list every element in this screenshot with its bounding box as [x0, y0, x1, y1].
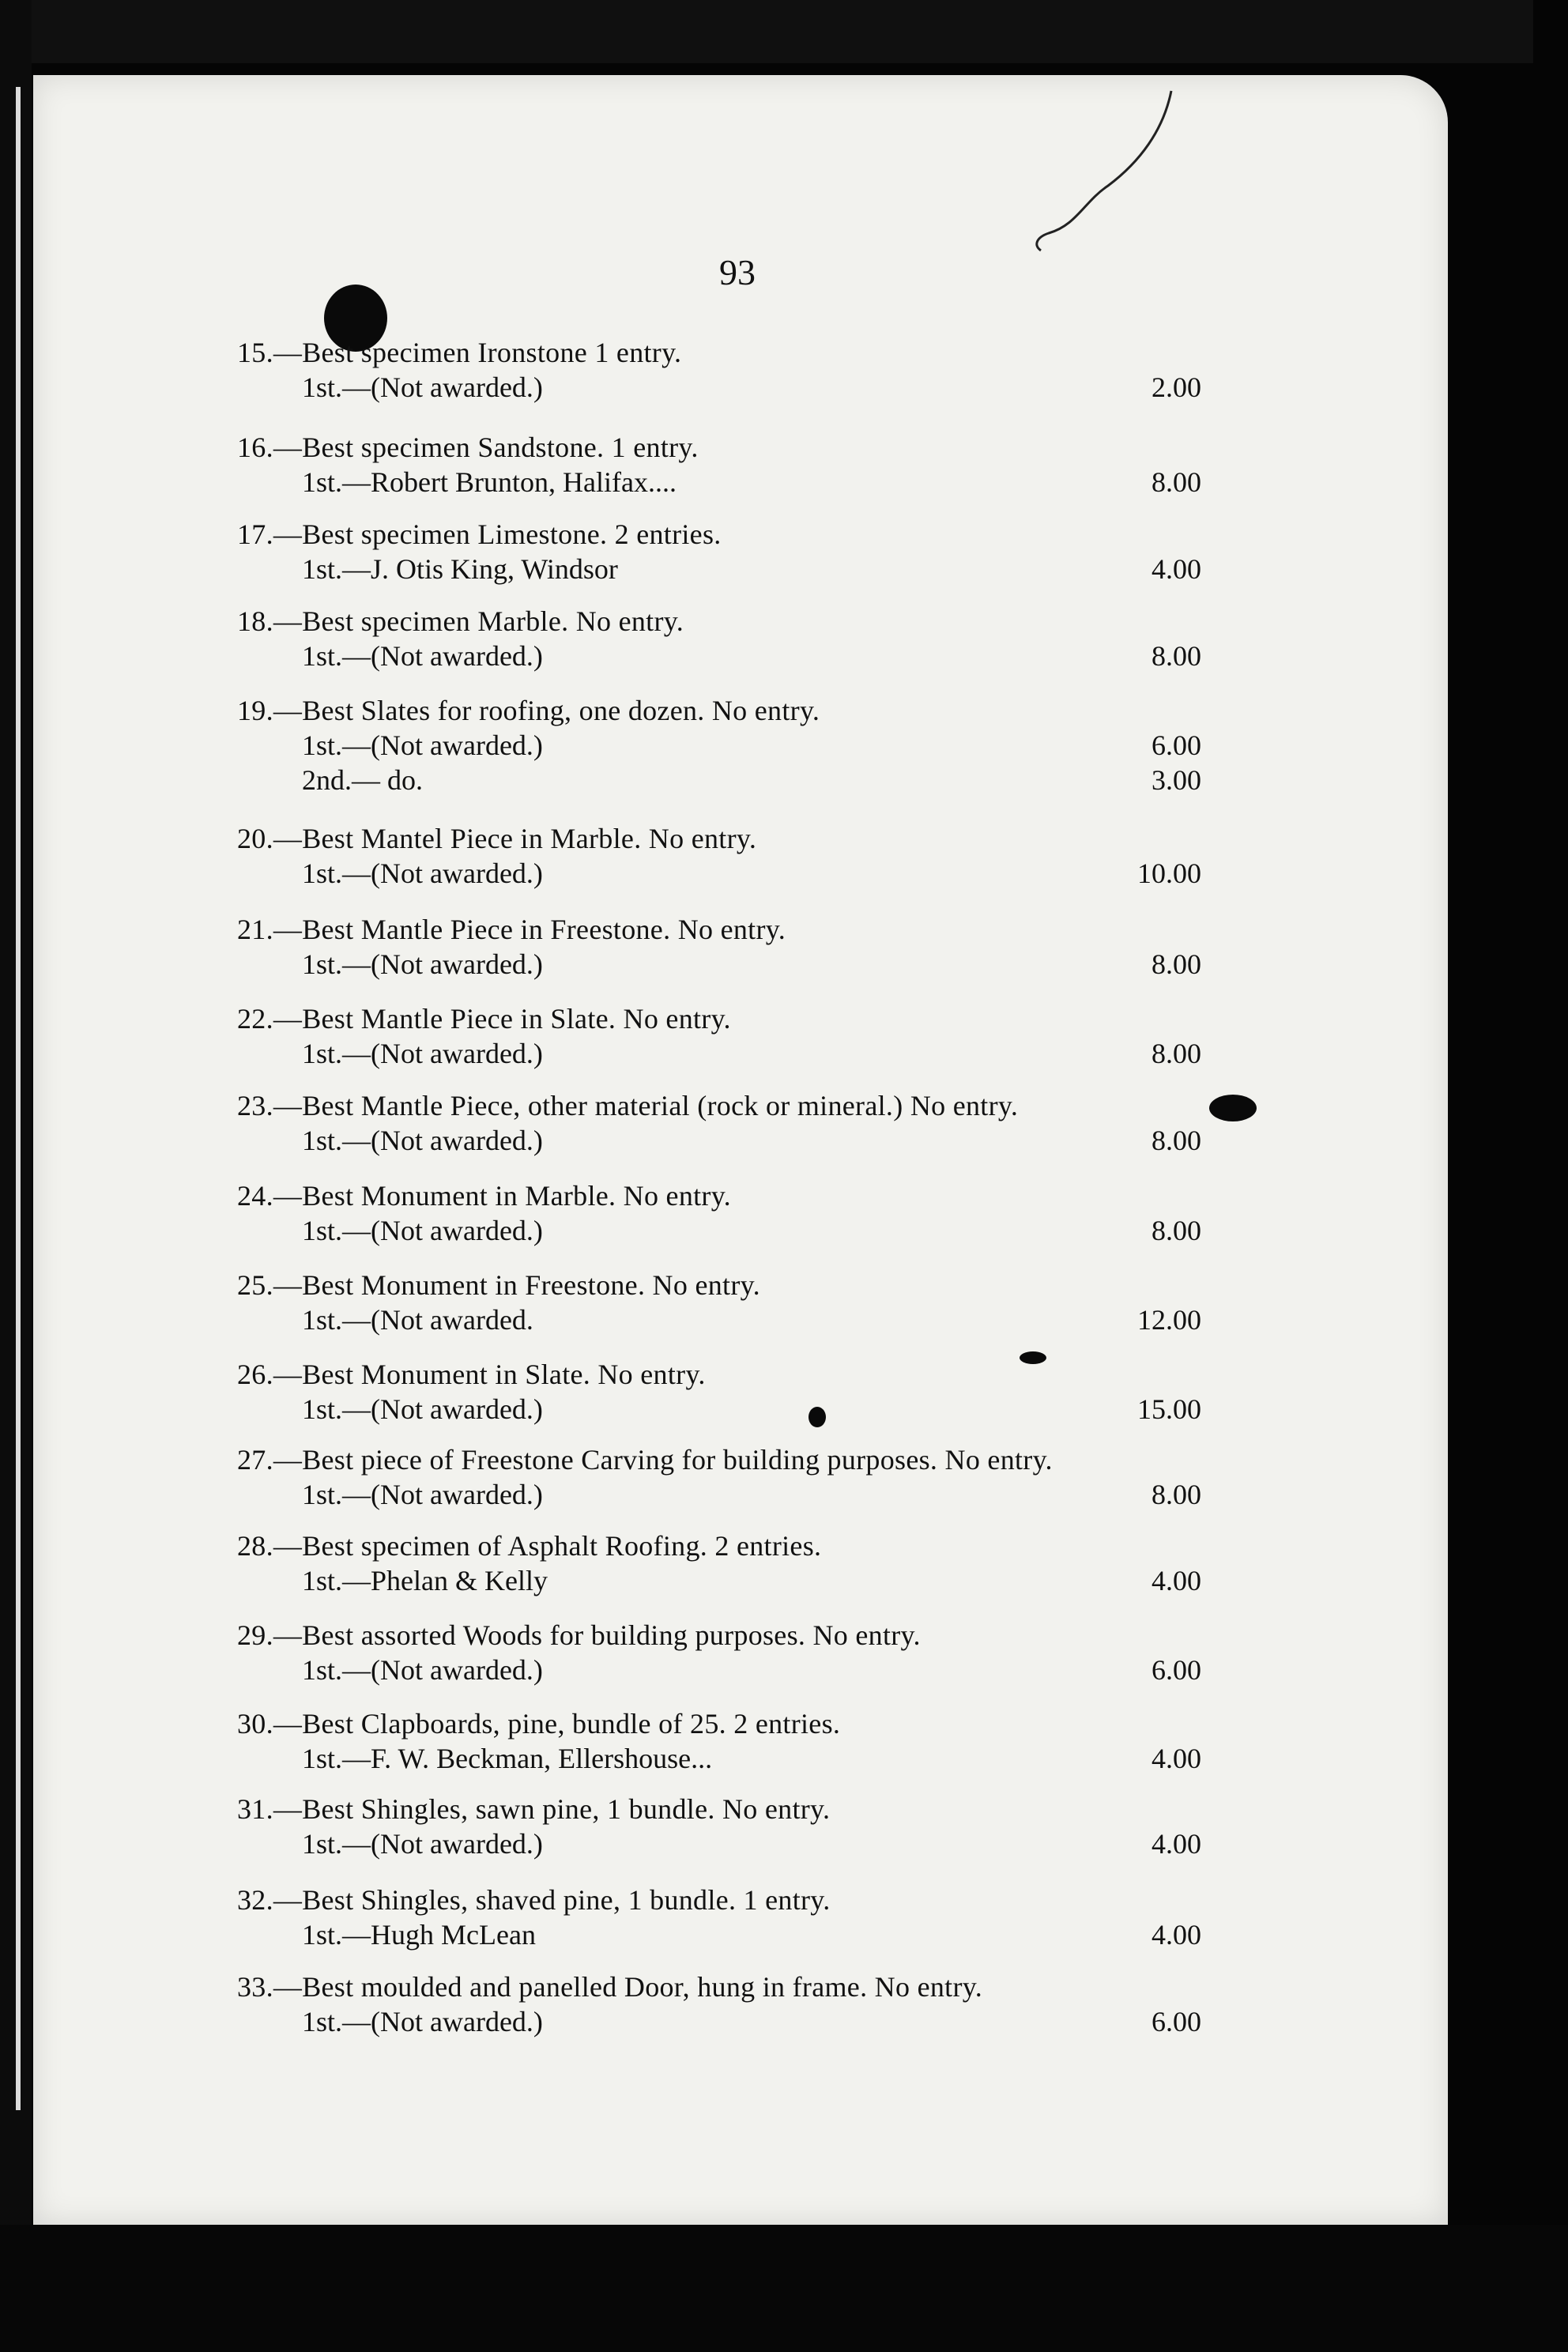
- entry-title: 33.—Best moulded and panelled Door, hung in frame. No entry.: [237, 1971, 983, 2003]
- page-number: 93: [719, 252, 756, 292]
- award-line: 1st.—(Not awarded.): [302, 1038, 543, 1069]
- award-line: 1st.—(Not awarded.): [302, 1828, 543, 1860]
- entry-title: 18.—Best specimen Marble. No entry.: [237, 605, 684, 637]
- entry-title: 17.—Best specimen Limestone. 2 entries.: [237, 518, 722, 550]
- prize-amount: 8.00: [1152, 1125, 1201, 1156]
- award-line: 1st.—(Not awarded.): [302, 729, 543, 761]
- entry-title: 26.—Best Monument in Slate. No entry.: [237, 1359, 706, 1390]
- award-line: 2nd.— do.: [302, 764, 423, 796]
- prize-entry: [0, 1358, 1568, 1445]
- award-line: 1st.—(Not awarded.): [302, 1125, 543, 1156]
- prize-entry: [0, 1443, 1568, 1530]
- prize-entry: [0, 518, 1568, 605]
- award-line: 1st.—(Not awarded.): [302, 371, 543, 403]
- prize-entry: [0, 1529, 1568, 1616]
- entry-title: 25.—Best Monument in Freestone. No entry.: [237, 1269, 760, 1301]
- entry-title: 16.—Best specimen Sandstone. 1 entry.: [237, 432, 699, 463]
- award-line: 1st.—Robert Brunton, Halifax....: [302, 466, 677, 498]
- prize-amount: 2.00: [1152, 371, 1201, 403]
- prize-amount: 15.00: [1137, 1393, 1201, 1425]
- prize-entry: [0, 913, 1568, 1000]
- prize-amount: 6.00: [1152, 729, 1201, 761]
- prize-entry: [0, 1792, 1568, 1879]
- prize-amount: 8.00: [1152, 640, 1201, 672]
- prize-entry: [0, 1619, 1568, 1706]
- prize-amount: 12.00: [1137, 1304, 1201, 1336]
- scan-bottom-margin: [0, 2225, 1568, 2352]
- award-line: 1st.—(Not awarded.): [302, 1479, 543, 1510]
- prize-entry: [0, 1707, 1568, 1794]
- pen-stroke-mark: [1037, 91, 1171, 251]
- prize-entry: [0, 694, 1568, 796]
- entry-title: 24.—Best Monument in Marble. No entry.: [237, 1180, 731, 1212]
- entry-title: 29.—Best assorted Woods for building purposes. No entry.: [237, 1619, 921, 1651]
- award-line: 1st.—(Not awarded.): [302, 1215, 543, 1246]
- prize-amount: 4.00: [1152, 1919, 1201, 1951]
- entry-title: 21.—Best Mantle Piece in Freestone. No entry.: [237, 914, 786, 945]
- prize-entry: [0, 1268, 1568, 1355]
- prize-amount: 8.00: [1152, 1479, 1201, 1510]
- entry-title: 32.—Best Shingles, shaved pine, 1 bundle. 1 entry.: [237, 1884, 831, 1916]
- award-line: 1st.—(Not awarded.): [302, 1654, 543, 1686]
- award-line: 1st.—Phelan & Kelly: [302, 1565, 548, 1596]
- award-line: 1st.—(Not awarded.: [302, 1304, 533, 1336]
- prize-amount: 8.00: [1152, 1215, 1201, 1246]
- prize-entry: [0, 431, 1568, 518]
- award-line: 1st.—F. W. Beckman, Ellershouse...: [302, 1743, 713, 1774]
- prize-amount: 3.00: [1152, 764, 1201, 796]
- entry-title: 28.—Best specimen of Asphalt Roofing. 2 entries.: [237, 1530, 822, 1562]
- prize-entry: [0, 605, 1568, 692]
- award-line: 1st.—Hugh McLean: [302, 1919, 536, 1951]
- entry-title: 23.—Best Mantle Piece, other material (rock or mineral.) No entry.: [237, 1090, 1019, 1121]
- prize-amount: 4.00: [1152, 553, 1201, 585]
- prize-amount: 4.00: [1152, 1565, 1201, 1596]
- prize-entry: [0, 1970, 1568, 2057]
- prize-amount: 8.00: [1152, 948, 1201, 980]
- prize-entry: [0, 1002, 1568, 1089]
- prize-amount: 6.00: [1152, 2006, 1201, 2037]
- prize-amount: 8.00: [1152, 1038, 1201, 1069]
- entry-title: 22.—Best Mantle Piece in Slate. No entry.: [237, 1003, 731, 1035]
- award-line: 1st.—(Not awarded.): [302, 2006, 543, 2037]
- award-line: 1st.—(Not awarded.): [302, 948, 543, 980]
- prize-amount: 4.00: [1152, 1828, 1201, 1860]
- entry-title: 30.—Best Clapboards, pine, bundle of 25. 2 entries.: [237, 1708, 841, 1740]
- award-line: 1st.—J. Otis King, Windsor: [302, 553, 618, 585]
- prize-entry: [0, 1883, 1568, 1970]
- scan-top-margin: [32, 0, 1533, 63]
- prize-entry: [0, 336, 1568, 423]
- prize-amount: 8.00: [1152, 466, 1201, 498]
- entry-title: 19.—Best Slates for roofing, one dozen. No entry.: [237, 695, 820, 726]
- award-line: 1st.—(Not awarded.): [302, 858, 543, 889]
- entry-title: 31.—Best Shingles, sawn pine, 1 bundle. No entry.: [237, 1793, 831, 1825]
- prize-amount: 10.00: [1137, 858, 1201, 889]
- award-line: 1st.—(Not awarded.): [302, 640, 543, 672]
- entry-title: 20.—Best Mantel Piece in Marble. No entry.: [237, 823, 757, 854]
- award-line: 1st.—(Not awarded.): [302, 1393, 543, 1425]
- prize-entry: [0, 822, 1568, 909]
- entry-title: 27.—Best piece of Freestone Carving for building purposes. No entry.: [237, 1444, 1053, 1476]
- prize-amount: 6.00: [1152, 1654, 1201, 1686]
- prize-entry: [0, 1179, 1568, 1266]
- prize-amount: 4.00: [1152, 1743, 1201, 1774]
- prize-entry: [0, 1089, 1568, 1176]
- entry-title: 15.—Best specimen Ironstone 1 entry.: [237, 337, 682, 368]
